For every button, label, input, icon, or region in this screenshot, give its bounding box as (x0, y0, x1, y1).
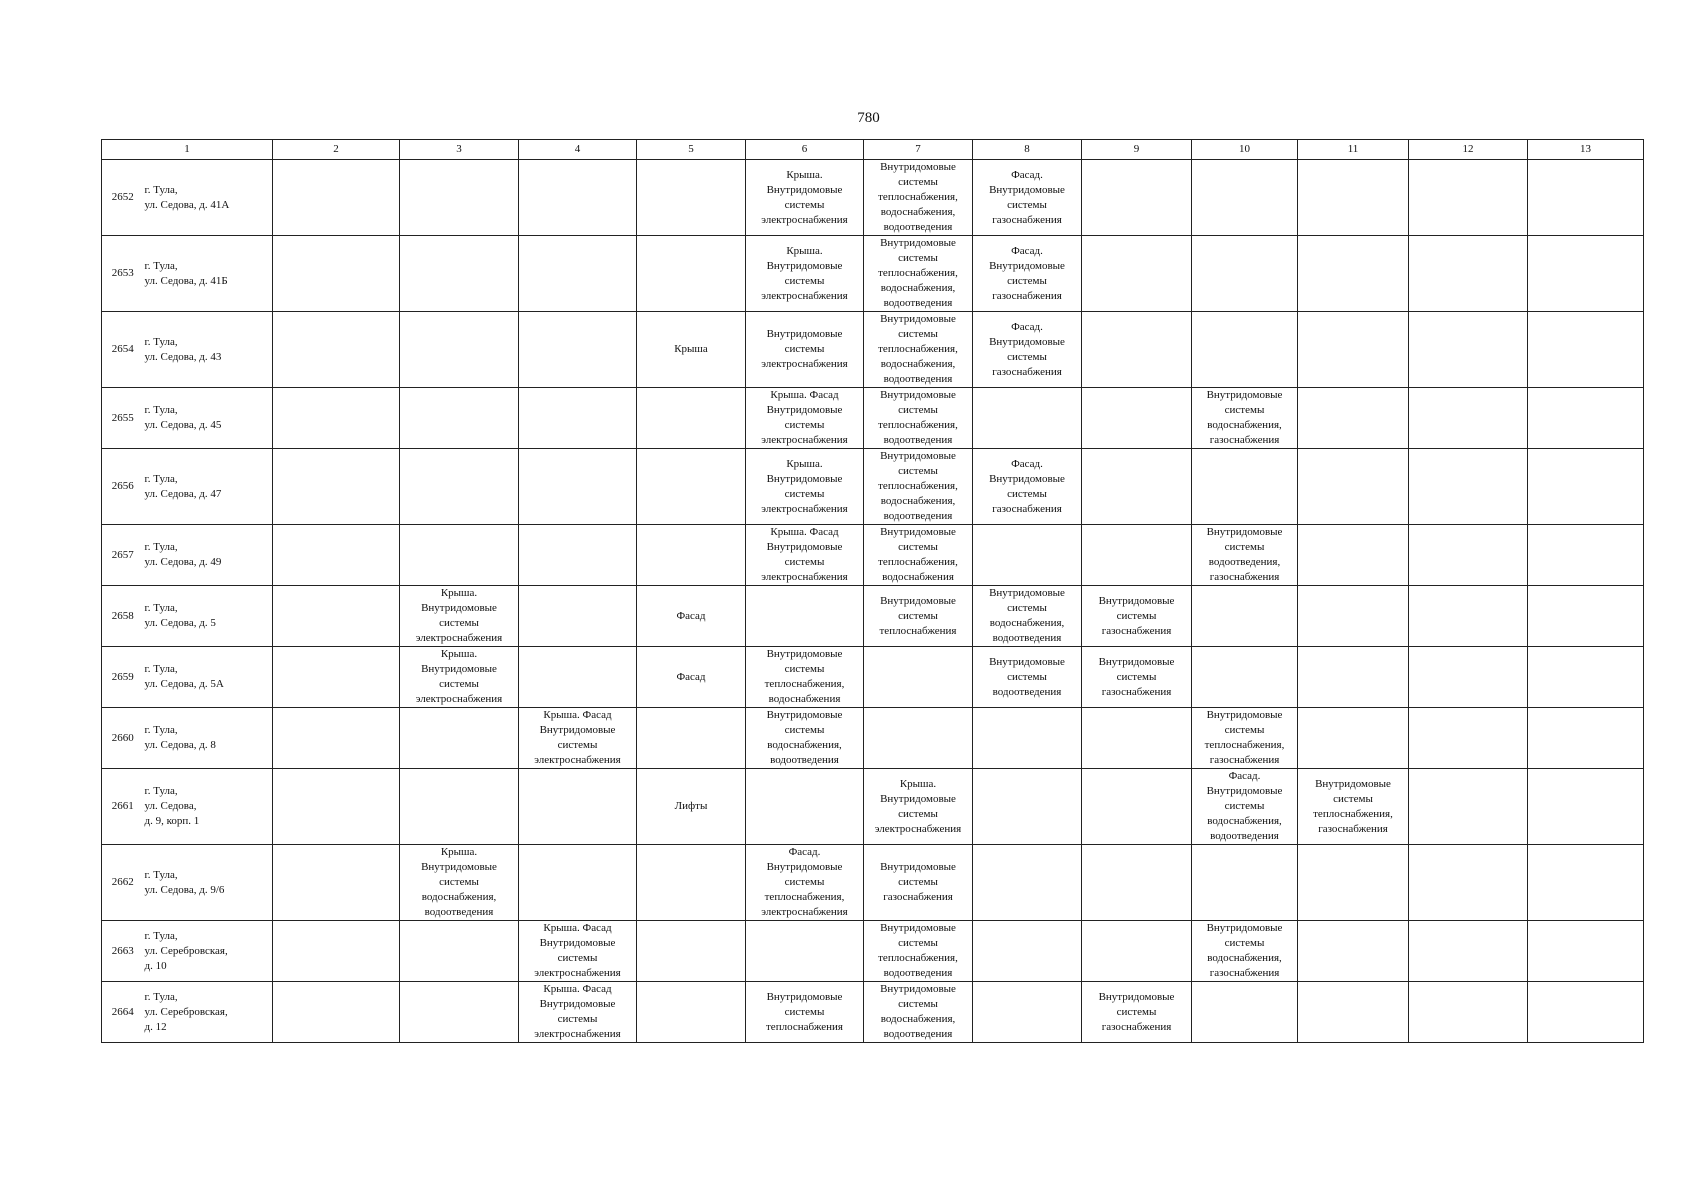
row-number: 2658 (102, 586, 144, 647)
work-cell-8: Фасад. Внутридомовые системы газоснабжения (973, 160, 1082, 236)
work-cell-12 (1409, 586, 1528, 647)
work-cell-4 (519, 845, 637, 921)
work-cell-10: Внутридомовые системы теплоснабжения, газоснабжения (1192, 708, 1298, 769)
work-cell-7: Внутридомовые системы теплоснабжения, водоснабжения, водоотведения (864, 312, 973, 388)
work-cell-7 (864, 647, 973, 708)
work-cell-3: Крыша. Внутридомовые системы электроснабжения (400, 647, 519, 708)
work-cell-8 (973, 525, 1082, 586)
work-cell-9 (1082, 921, 1192, 982)
work-cell-10 (1192, 449, 1298, 525)
work-cell-11 (1298, 845, 1409, 921)
work-cell-13 (1528, 647, 1644, 708)
row-number: 2652 (102, 160, 144, 236)
work-cell-10: Фасад. Внутридомовые системы водоснабжения, водоотведения (1192, 769, 1298, 845)
work-cell-4 (519, 449, 637, 525)
row-number: 2655 (102, 388, 144, 449)
work-cell-8 (973, 921, 1082, 982)
row-number: 2660 (102, 708, 144, 769)
work-cell-3: Крыша. Внутридомовые системы водоснабжения, водоотведения (400, 845, 519, 921)
table-row (102, 312, 1644, 388)
work-cell-8: Фасад. Внутридомовые системы газоснабжения (973, 449, 1082, 525)
work-cell-10 (1192, 647, 1298, 708)
work-cell-4: Крыша. Фасад Внутридомовые системы электроснабжения (519, 708, 637, 769)
work-cell-4 (519, 388, 637, 449)
work-cell-6: Внутридомовые системы теплоснабжения, водоснабжения (746, 647, 864, 708)
work-cell-13 (1528, 769, 1644, 845)
work-cell-6: Крыша. Внутридомовые системы электроснабжения (746, 160, 864, 236)
work-cell-13 (1528, 982, 1644, 1043)
table-row (102, 449, 1644, 525)
work-cell-8 (973, 845, 1082, 921)
work-cell-11 (1298, 312, 1409, 388)
work-cell-13 (1528, 845, 1644, 921)
work-cell-12 (1409, 525, 1528, 586)
work-cell-12 (1409, 769, 1528, 845)
work-cell-5 (637, 708, 746, 769)
work-cell-7 (864, 708, 973, 769)
table-body (102, 160, 1644, 1043)
work-cell-13 (1528, 160, 1644, 236)
page-number: 780 (857, 110, 880, 126)
work-cell-2 (273, 982, 400, 1043)
work-cell-11 (1298, 921, 1409, 982)
address-cell: г. Тула, ул. Седова, д. 45 (144, 388, 273, 449)
work-cell-7: Внутридомовые системы теплоснабжения, водоснабжения, водоотведения (864, 160, 973, 236)
column-header: 1 (102, 140, 273, 160)
work-cell-8 (973, 769, 1082, 845)
work-cell-4 (519, 586, 637, 647)
work-cell-8: Фасад. Внутридомовые системы газоснабжения (973, 312, 1082, 388)
work-cell-9 (1082, 769, 1192, 845)
work-cell-3 (400, 160, 519, 236)
work-cell-8 (973, 708, 1082, 769)
work-cell-10 (1192, 236, 1298, 312)
work-cell-7: Внутридомовые системы газоснабжения (864, 845, 973, 921)
row-number: 2657 (102, 525, 144, 586)
work-cell-12 (1409, 845, 1528, 921)
work-cell-9 (1082, 845, 1192, 921)
work-cell-10 (1192, 586, 1298, 647)
column-number-row (102, 140, 1644, 160)
address-cell: г. Тула, ул. Седова, д. 9, корп. 1 (144, 769, 273, 845)
work-cell-5: Фасад (637, 586, 746, 647)
address-cell: г. Тула, ул. Седова, д. 5 (144, 586, 273, 647)
work-cell-2 (273, 449, 400, 525)
address-cell: г. Тула, ул. Седова, д. 8 (144, 708, 273, 769)
address-cell: г. Тула, ул. Серебровская, д. 12 (144, 982, 273, 1043)
work-cell-3: Крыша. Внутридомовые системы электроснабжения (400, 586, 519, 647)
work-cell-13 (1528, 388, 1644, 449)
work-cell-5 (637, 160, 746, 236)
work-cell-9 (1082, 236, 1192, 312)
work-cell-13 (1528, 449, 1644, 525)
work-cell-3 (400, 708, 519, 769)
work-cell-6 (746, 586, 864, 647)
work-cell-2 (273, 525, 400, 586)
table-row (102, 160, 1644, 236)
work-cell-10 (1192, 845, 1298, 921)
work-cell-5 (637, 982, 746, 1043)
work-cell-3 (400, 388, 519, 449)
work-cell-13 (1528, 312, 1644, 388)
column-header: 6 (746, 140, 864, 160)
work-cell-3 (400, 312, 519, 388)
table-row (102, 845, 1644, 921)
work-cell-2 (273, 236, 400, 312)
work-cell-5 (637, 388, 746, 449)
work-cell-2 (273, 647, 400, 708)
work-cell-11 (1298, 525, 1409, 586)
table-row (102, 525, 1644, 586)
work-cell-10: Внутридомовые системы водоснабжения, газоснабжения (1192, 921, 1298, 982)
work-cell-5 (637, 449, 746, 525)
work-cell-11 (1298, 449, 1409, 525)
work-cell-8 (973, 388, 1082, 449)
work-cell-9 (1082, 525, 1192, 586)
row-number: 2653 (102, 236, 144, 312)
row-number: 2654 (102, 312, 144, 388)
work-cell-4 (519, 769, 637, 845)
work-cell-13 (1528, 586, 1644, 647)
work-cell-2 (273, 312, 400, 388)
work-cell-8: Внутридомовые системы водоснабжения, водоотведения (973, 586, 1082, 647)
work-cell-11 (1298, 388, 1409, 449)
column-header: 13 (1528, 140, 1644, 160)
work-cell-12 (1409, 160, 1528, 236)
table-row (102, 921, 1644, 982)
table-row (102, 708, 1644, 769)
row-number: 2664 (102, 982, 144, 1043)
column-header: 11 (1298, 140, 1409, 160)
work-cell-5 (637, 236, 746, 312)
column-header: 9 (1082, 140, 1192, 160)
work-cell-6: Крыша. Внутридомовые системы электроснабжения (746, 449, 864, 525)
work-cell-10 (1192, 982, 1298, 1043)
work-cell-4 (519, 312, 637, 388)
work-cell-9 (1082, 160, 1192, 236)
work-cell-3 (400, 449, 519, 525)
row-number: 2661 (102, 769, 144, 845)
work-cell-13 (1528, 236, 1644, 312)
column-header: 3 (400, 140, 519, 160)
work-cell-2 (273, 845, 400, 921)
work-cell-11 (1298, 982, 1409, 1043)
address-cell: г. Тула, ул. Седова, д. 47 (144, 449, 273, 525)
work-cell-13 (1528, 708, 1644, 769)
work-cell-11 (1298, 586, 1409, 647)
row-number: 2659 (102, 647, 144, 708)
work-cell-12 (1409, 647, 1528, 708)
work-cell-11 (1298, 236, 1409, 312)
work-cell-5: Лифты (637, 769, 746, 845)
work-cell-12 (1409, 312, 1528, 388)
table-row (102, 769, 1644, 845)
work-cell-3 (400, 921, 519, 982)
work-cell-9 (1082, 388, 1192, 449)
work-cell-2 (273, 388, 400, 449)
address-cell: г. Тула, ул. Седова, д. 5А (144, 647, 273, 708)
work-cell-10: Внутридомовые системы водоснабжения, газоснабжения (1192, 388, 1298, 449)
work-cell-11 (1298, 647, 1409, 708)
address-cell: г. Тула, ул. Седова, д. 43 (144, 312, 273, 388)
work-cell-3 (400, 769, 519, 845)
work-cell-5: Крыша (637, 312, 746, 388)
work-cell-10: Внутридомовые системы водоотведения, газоснабжения (1192, 525, 1298, 586)
address-cell: г. Тула, ул. Седова, д. 49 (144, 525, 273, 586)
work-cell-13 (1528, 921, 1644, 982)
work-cell-12 (1409, 388, 1528, 449)
column-header: 4 (519, 140, 637, 160)
work-cell-10 (1192, 160, 1298, 236)
work-cell-9: Внутридомовые системы газоснабжения (1082, 586, 1192, 647)
work-cell-3 (400, 236, 519, 312)
work-cell-9 (1082, 708, 1192, 769)
work-cell-6: Крыша. Фасад Внутридомовые системы электроснабжения (746, 525, 864, 586)
work-cell-5 (637, 921, 746, 982)
work-cell-5: Фасад (637, 647, 746, 708)
work-cell-7: Внутридомовые системы теплоснабжения, водоснабжения, водоотведения (864, 236, 973, 312)
work-cell-7: Внутридомовые системы теплоснабжения, водоотведения (864, 921, 973, 982)
work-cell-4 (519, 647, 637, 708)
column-header: 5 (637, 140, 746, 160)
work-cell-8: Фасад. Внутридомовые системы газоснабжения (973, 236, 1082, 312)
address-cell: г. Тула, ул. Серебровская, д. 10 (144, 921, 273, 982)
work-cell-11 (1298, 708, 1409, 769)
table-row (102, 236, 1644, 312)
work-cell-3 (400, 525, 519, 586)
work-cell-8 (973, 982, 1082, 1043)
column-header: 2 (273, 140, 400, 160)
work-cell-6: Крыша. Фасад Внутридомовые системы электроснабжения (746, 388, 864, 449)
work-cell-4 (519, 160, 637, 236)
row-number: 2662 (102, 845, 144, 921)
work-cell-11: Внутридомовые системы теплоснабжения, газоснабжения (1298, 769, 1409, 845)
work-cell-3 (400, 982, 519, 1043)
work-cell-2 (273, 921, 400, 982)
work-cell-6: Крыша. Внутридомовые системы электроснабжения (746, 236, 864, 312)
work-cell-7: Крыша. Внутридомовые системы электроснабжения (864, 769, 973, 845)
work-cell-9 (1082, 312, 1192, 388)
work-cell-4: Крыша. Фасад Внутридомовые системы электроснабжения (519, 921, 637, 982)
column-header: 7 (864, 140, 973, 160)
work-cell-8: Внутридомовые системы водоотведения (973, 647, 1082, 708)
table-row (102, 388, 1644, 449)
work-cell-2 (273, 708, 400, 769)
work-cell-12 (1409, 236, 1528, 312)
work-cell-9 (1082, 449, 1192, 525)
row-number: 2656 (102, 449, 144, 525)
work-cell-6: Внутридомовые системы электроснабжения (746, 312, 864, 388)
address-cell: г. Тула, ул. Седова, д. 41А (144, 160, 273, 236)
work-cell-4 (519, 236, 637, 312)
work-cell-10 (1192, 312, 1298, 388)
work-cell-5 (637, 525, 746, 586)
work-cell-6: Фасад. Внутридомовые системы теплоснабжения, электроснабжения (746, 845, 864, 921)
work-cell-6 (746, 921, 864, 982)
work-cell-9: Внутридомовые системы газоснабжения (1082, 982, 1192, 1043)
address-cell: г. Тула, ул. Седова, д. 41Б (144, 236, 273, 312)
work-cell-12 (1409, 921, 1528, 982)
work-cell-2 (273, 586, 400, 647)
column-header: 12 (1409, 140, 1528, 160)
work-cell-7: Внутридомовые системы водоснабжения, водоотведения (864, 982, 973, 1043)
work-cell-4 (519, 525, 637, 586)
work-cell-7: Внутридомовые системы теплоснабжения, водоснабжения (864, 525, 973, 586)
work-cell-6: Внутридомовые системы теплоснабжения (746, 982, 864, 1043)
repair-schedule-table (101, 139, 1644, 1043)
work-cell-7: Внутридомовые системы теплоснабжения (864, 586, 973, 647)
column-header: 8 (973, 140, 1082, 160)
table-row (102, 586, 1644, 647)
work-cell-9: Внутридомовые системы газоснабжения (1082, 647, 1192, 708)
work-cell-2 (273, 769, 400, 845)
work-cell-6 (746, 769, 864, 845)
work-cell-12 (1409, 982, 1528, 1043)
work-cell-4: Крыша. Фасад Внутридомовые системы электроснабжения (519, 982, 637, 1043)
row-number: 2663 (102, 921, 144, 982)
work-cell-2 (273, 160, 400, 236)
table-row (102, 647, 1644, 708)
work-cell-7: Внутридомовые системы теплоснабжения, водоснабжения, водоотведения (864, 449, 973, 525)
work-cell-11 (1298, 160, 1409, 236)
work-cell-12 (1409, 708, 1528, 769)
work-cell-7: Внутридомовые системы теплоснабжения, водоотведения (864, 388, 973, 449)
address-cell: г. Тула, ул. Седова, д. 9/6 (144, 845, 273, 921)
work-cell-12 (1409, 449, 1528, 525)
work-cell-6: Внутридомовые системы водоснабжения, водоотведения (746, 708, 864, 769)
column-header: 10 (1192, 140, 1298, 160)
work-cell-13 (1528, 525, 1644, 586)
work-cell-5 (637, 845, 746, 921)
table-row (102, 982, 1644, 1043)
